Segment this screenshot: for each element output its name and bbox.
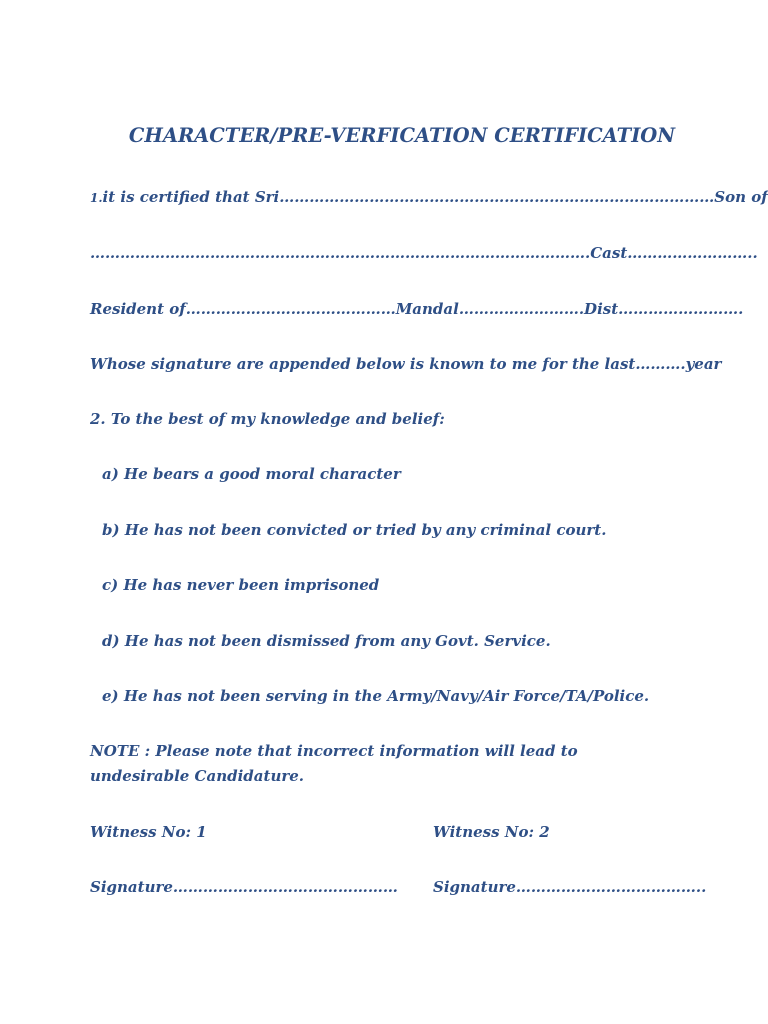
document-title: CHARACTER/PRE-VERFICATION CERTIFICATION [128, 124, 676, 147]
list-item-a: a) He bears a good moral character [102, 465, 401, 483]
para1-line2: ……………………………………………………………………………………….Cast…………………….. [90, 244, 758, 262]
witness2-signature: Signature……………………………….. [433, 878, 707, 896]
para1-line3: Resident of……………………………………Mandal…………………….Dist……………………. [90, 300, 744, 318]
para1-number: 1. [90, 191, 103, 205]
list-item-c: c) He has never been imprisoned [102, 576, 380, 594]
list-item-b: b) He has not been convicted or tried by any criminal court. [102, 521, 607, 539]
witness1-signature: Signature……………………………………… [90, 878, 398, 896]
note-line1: NOTE : Please note that incorrect information will lead to [90, 742, 578, 760]
witness2-label: Witness No: 2 [433, 823, 550, 841]
list-item-d: d) He has not been dismissed from any Govt. Service. [102, 632, 551, 650]
note-line2: undesirable Candidature. [90, 767, 305, 785]
para2-heading: 2. To the best of my knowledge and belief: [90, 410, 445, 428]
para1-line1 [90, 187, 768, 208]
list-item-e: e) He has not been serving in the Army/Navy/Air Force/TA/Police. [102, 687, 650, 705]
para1-line1-text: it is certified that Sri……………………………………………………………………………Son of [102, 188, 768, 206]
para1-line4: Whose signature are appended below is known to me for the last……….year [90, 355, 722, 373]
witness1-label: Witness No: 1 [90, 823, 207, 841]
